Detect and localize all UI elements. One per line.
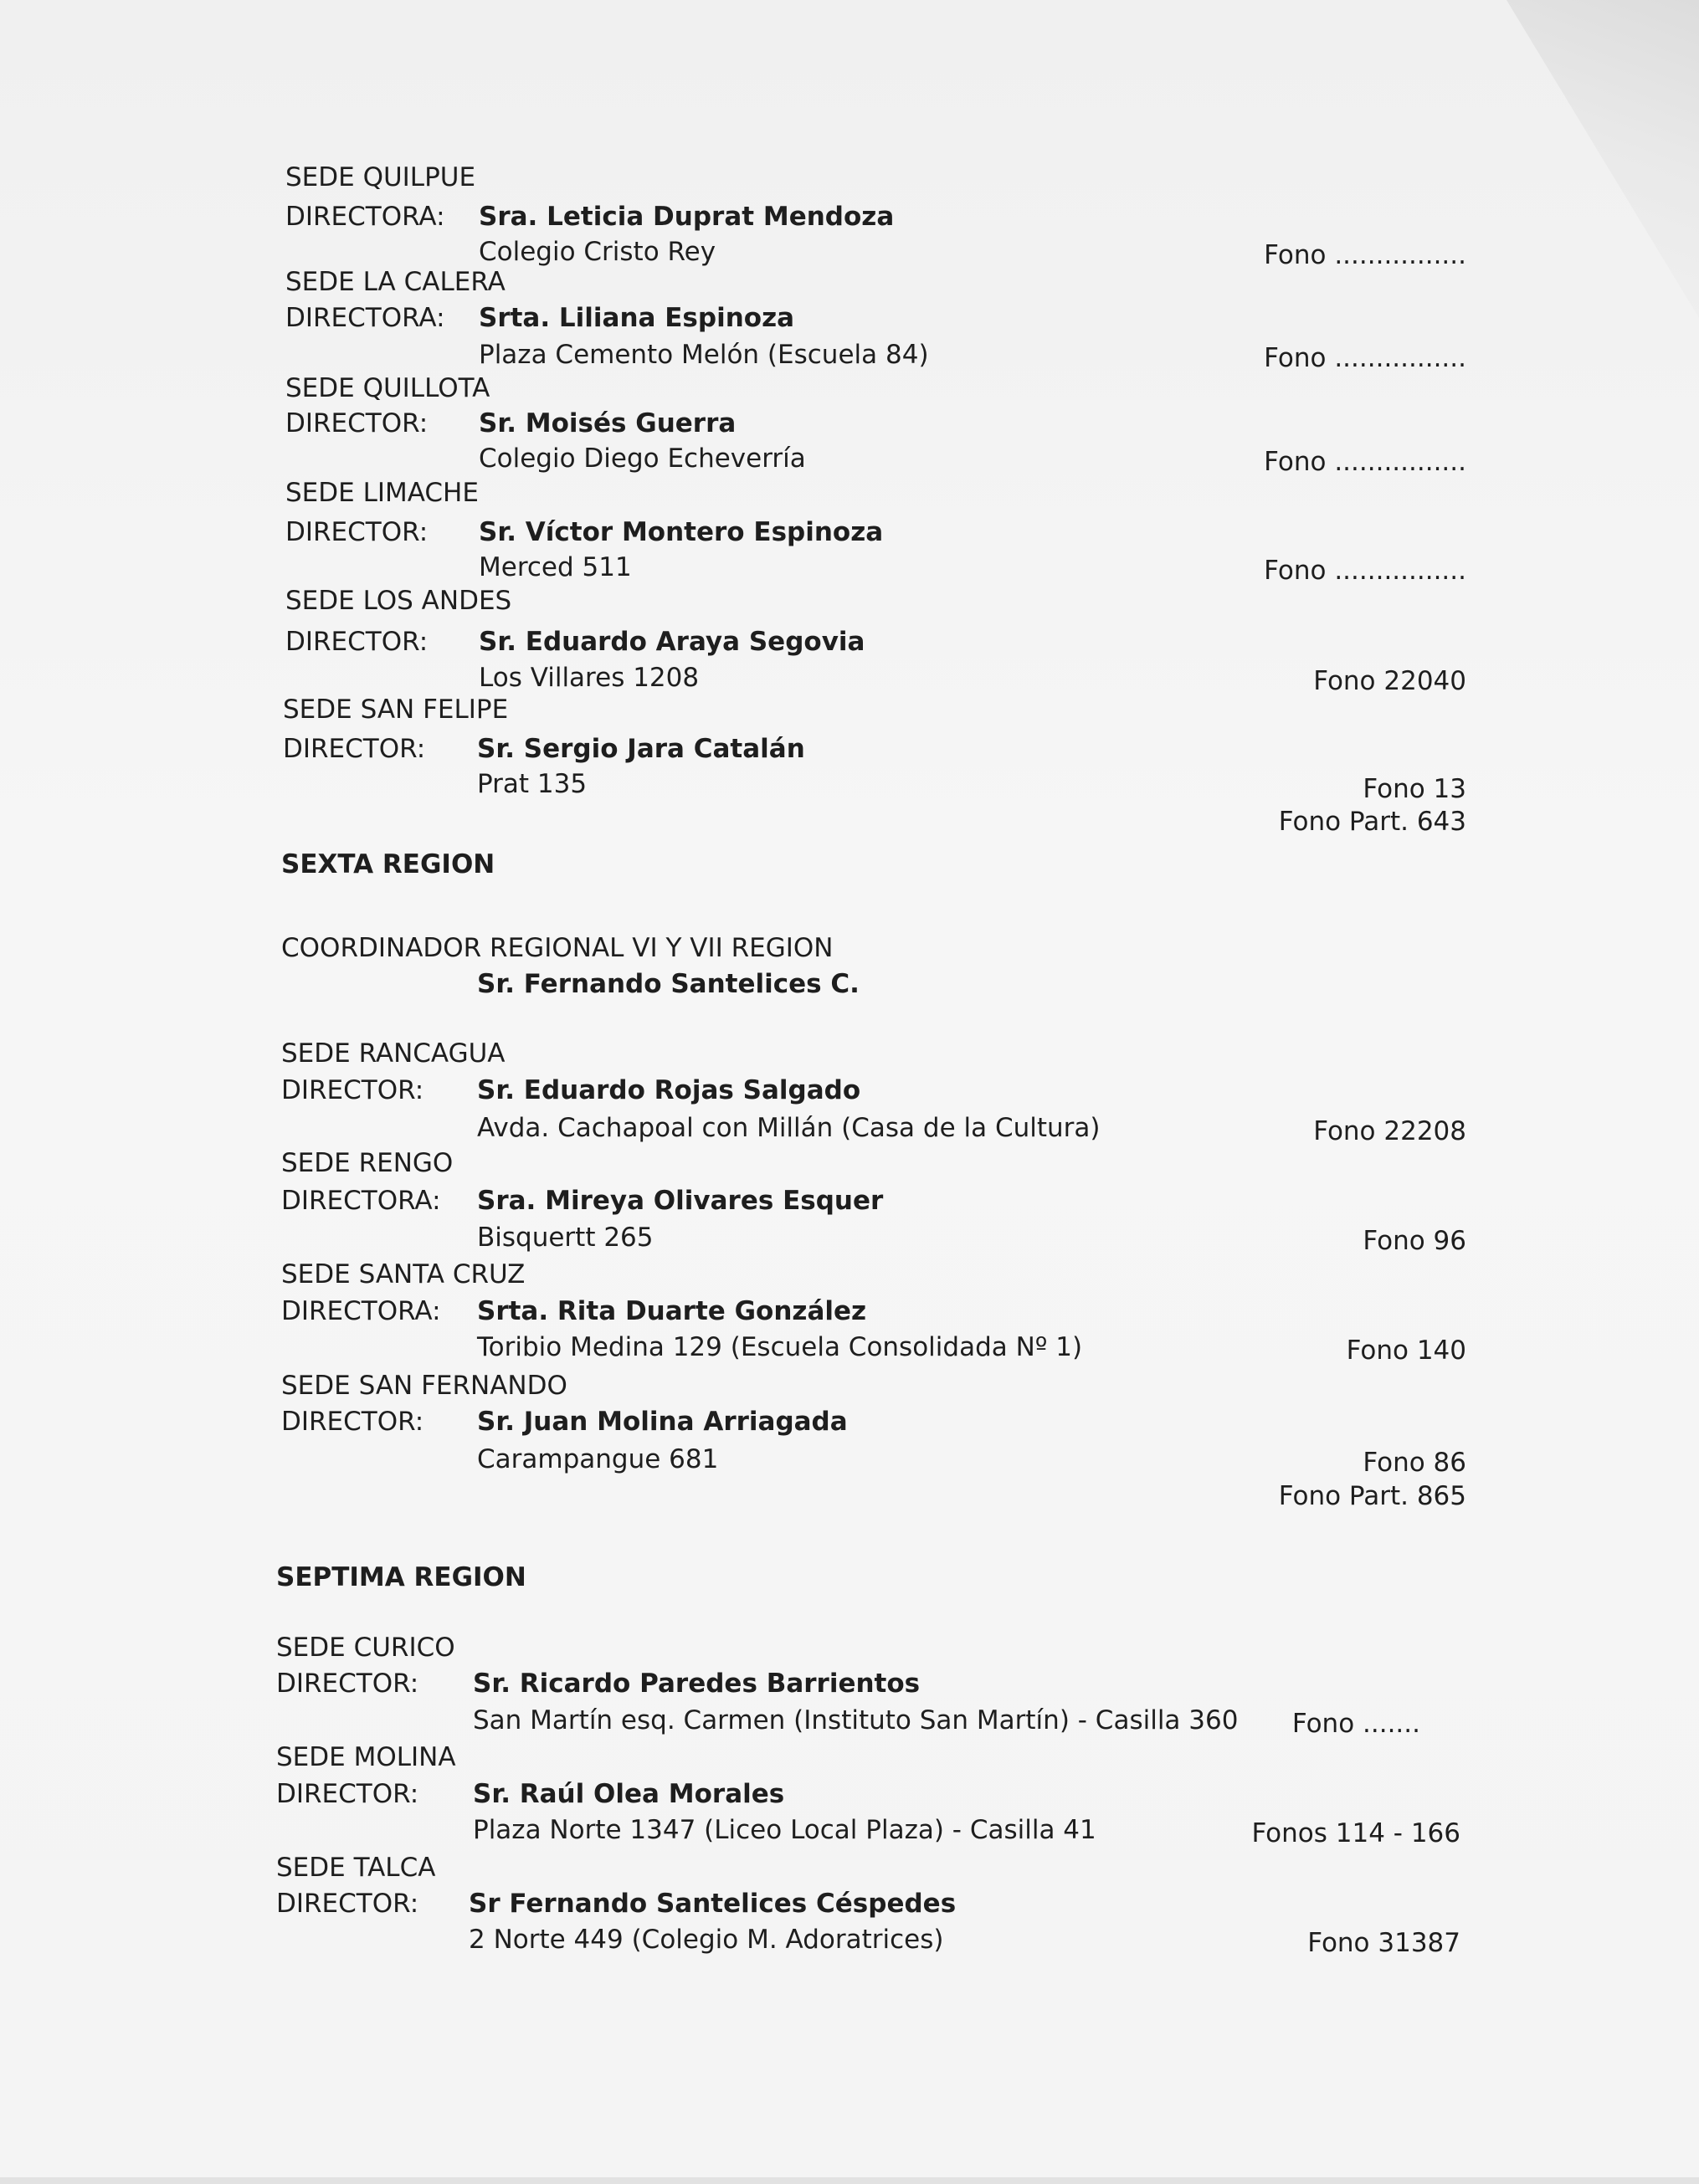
director-name: Sr. Víctor Montero Espinoza [479,517,884,547]
phone: Fono ................ [1264,240,1466,270]
phone: Fono 22040 [1313,666,1466,696]
sede-san-felipe-director [0,731,1699,766]
director-name: Sra. Leticia Duprat Mendoza [479,202,895,232]
address: 2 Norte 449 (Colegio M. Adoratrices) [469,1925,944,1955]
address: Merced 511 [479,552,632,582]
sede-talca-address [0,1922,1699,1957]
phone: Fono 31387 [1307,1928,1460,1958]
sede-los-andes-director [0,624,1699,659]
sede-name: SEDE LOS ANDES [285,586,512,616]
sede-curico-address [0,1703,1699,1738]
role-label: DIRECTOR: [281,1407,424,1437]
director-name: Sr. Moisés Guerra [479,408,737,438]
sede-name: SEDE TALCA [276,1853,436,1883]
address: Los Villares 1208 [479,663,700,693]
sede-quilpue-title [0,160,1699,195]
sede-rengo-title [0,1146,1699,1181]
sede-quilpue-director [0,199,1699,234]
sede-san-felipe-title [0,692,1699,727]
sede-san-fernando-address [0,1442,1699,1477]
phone-particular: Fono Part. 865 [1278,1481,1466,1511]
sede-name: SEDE RANCAGUA [281,1038,506,1069]
coordinator-name: Sr. Fernando Santelices C. [477,969,860,999]
sede-limache-director [0,515,1699,550]
address: Prat 135 [477,769,588,799]
role-label: DIRECTORA: [281,1296,441,1326]
role-label: DIRECTORA: [285,202,445,232]
phone: Fono ................ [1264,556,1466,586]
region-heading: SEPTIMA REGION [276,1562,526,1592]
role-label: DIRECTOR: [276,1779,419,1809]
sede-curico-director [0,1666,1699,1701]
phone: Fono 140 [1346,1336,1466,1366]
sede-rancagua-title [0,1036,1699,1071]
sede-name: SEDE LIMACHE [285,478,479,508]
sede-name: SEDE SAN FERNANDO [281,1371,567,1401]
sede-rancagua-address [0,1110,1699,1146]
phone: Fono 22208 [1313,1116,1466,1146]
sede-limache-address [0,550,1699,585]
region-heading-septima [0,1560,1699,1595]
sede-name: SEDE MOLINA [276,1742,456,1772]
coordinator-title [0,931,1699,966]
director-name: Sra. Mireya Olivares Esquer [477,1186,884,1216]
sede-talca-director [0,1886,1699,1921]
sede-san-fernando-director [0,1404,1699,1439]
role-label: DIRECTORA: [281,1186,441,1216]
phone: Fono ....... [1291,1709,1420,1739]
region-heading: SEXTA REGION [281,849,495,879]
sede-rengo-director [0,1183,1699,1218]
sede-santa-cruz-title [0,1257,1699,1292]
sede-la-calera-title [0,264,1699,300]
address: Colegio Cristo Rey [479,237,716,267]
director-name: Sr. Sergio Jara Catalán [477,734,805,764]
coordinator-label: COORDINADOR REGIONAL VI Y VII REGION [281,933,834,963]
sede-molina-director [0,1776,1699,1812]
role-label: DIRECTOR: [276,1669,419,1699]
sede-la-calera-address [0,337,1699,372]
director-name: Srta. Liliana Espinoza [479,303,795,333]
sede-name: SEDE CURICO [276,1633,455,1663]
director-name: Sr. Juan Molina Arriagada [477,1407,848,1437]
sede-rancagua-director [0,1073,1699,1108]
director-name: Srta. Rita Duarte González [477,1296,867,1326]
address: Plaza Cemento Melón (Escuela 84) [479,340,929,370]
role-label: DIRECTOR: [283,734,426,764]
sede-name: SEDE RENGO [281,1148,454,1178]
sede-santa-cruz-director [0,1294,1699,1329]
sede-la-calera-director [0,300,1699,336]
director-name: Sr. Eduardo Rojas Salgado [477,1075,861,1105]
sede-name: SEDE LA CALERA [285,267,506,297]
phone: Fono 13 [1363,774,1466,804]
sede-san-fernando-title [0,1368,1699,1403]
sede-molina-address [0,1812,1699,1848]
role-label: DIRECTOR: [285,517,429,547]
sede-los-andes-address [0,660,1699,695]
sede-name: SEDE QUILPUE [285,162,476,192]
director-name: Sr. Eduardo Araya Segovia [479,627,865,657]
sede-quillota-title [0,371,1699,406]
region-heading-sexta [0,847,1699,882]
phone: Fono ................ [1264,447,1466,477]
director-name: Sr Fernando Santelices Céspedes [469,1889,957,1919]
sede-rengo-address [0,1220,1699,1255]
sede-quillota-address [0,441,1699,476]
address: Toribio Medina 129 (Escuela Consolidada Nº 1) [477,1332,1083,1362]
sede-santa-cruz-address [0,1330,1699,1365]
sede-los-andes-title [0,583,1699,618]
role-label: DIRECTOR: [276,1889,419,1919]
sede-name: SEDE SANTA CRUZ [281,1259,526,1289]
address: Carampangue 681 [477,1444,719,1474]
address: Colegio Diego Echeverría [479,443,806,474]
director-name: Sr. Ricardo Paredes Barrientos [473,1669,921,1699]
director-name: Sr. Raúl Olea Morales [473,1779,785,1809]
phone-particular: Fono Part. 643 [1278,807,1466,837]
role-label: DIRECTOR: [281,1075,424,1105]
phone: Fono 86 [1363,1448,1466,1478]
address: Plaza Norte 1347 (Liceo Local Plaza) - Casilla 41 [473,1815,1096,1845]
role-label: DIRECTOR: [285,627,429,657]
sede-name: SEDE QUILLOTA [285,373,490,403]
address: Avda. Cachapoal con Millán (Casa de la Cultura) [477,1113,1101,1143]
sede-limache-title [0,475,1699,510]
phone: Fono ................ [1264,343,1466,373]
sede-san-felipe-phone-part [0,804,1699,839]
phone: Fonos 114 - 166 [1251,1818,1460,1848]
coordinator-name-line [0,966,1699,1002]
address: San Martín esq. Carmen (Instituto San Martín) - Casilla 360 [473,1705,1239,1735]
role-label: DIRECTORA: [285,303,445,333]
role-label: DIRECTOR: [285,408,429,438]
page-bottom-edge [0,2177,1699,2184]
sede-san-felipe-address [0,766,1699,802]
address: Bisquertt 265 [477,1223,654,1253]
sede-molina-title [0,1740,1699,1775]
phone: Fono 96 [1363,1226,1466,1256]
sede-quillota-director [0,406,1699,441]
sede-curico-title [0,1630,1699,1665]
sede-name: SEDE SAN FELIPE [283,695,509,725]
sede-talca-title [0,1850,1699,1885]
sede-san-fernando-phone-part [0,1479,1699,1514]
